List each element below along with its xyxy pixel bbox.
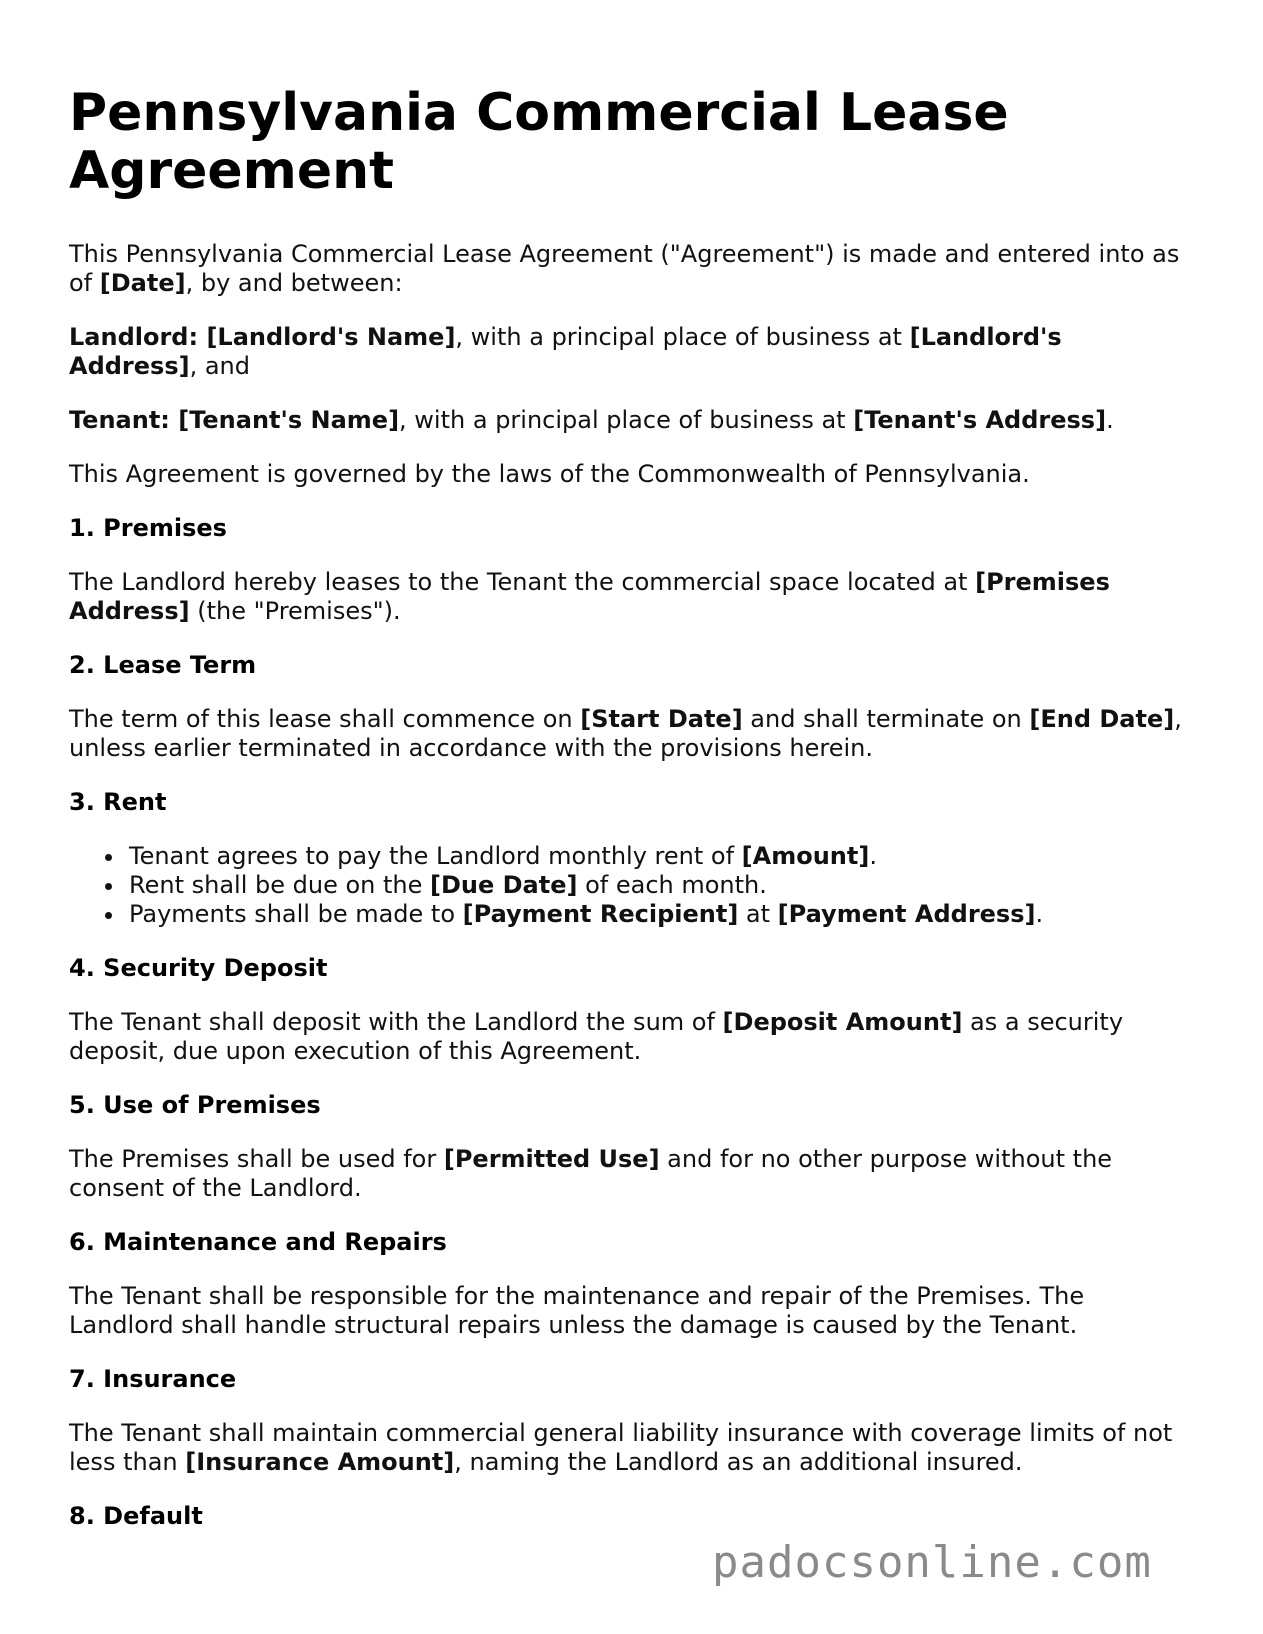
term-text: The term of this lease shall commence on [69,705,581,733]
intro-paragraph [69,240,1189,298]
premises-text: The Landlord hereby leases to the Tenant the commercial space located at [69,568,976,596]
due-date-field: [Due Date] [430,871,578,899]
permitted-use-field: [Permitted Use] [443,1145,660,1173]
use-paragraph [69,1145,1189,1203]
landlord-address-field: [Landlord's Address] [69,323,1062,380]
landlord-paragraph [69,323,1189,381]
deposit-amount-field: [Deposit Amount] [722,1008,963,1036]
term-text-end: , unless earlier terminated in accordance with the provisions herein. [69,705,1182,762]
rent-item-text: Tenant agrees to pay the Landlord monthly rent of [129,842,742,870]
payment-address-field: [Payment Address] [777,900,1036,928]
tenant-text: , with a principal place of business at [399,406,854,434]
lease-term-paragraph [69,705,1189,763]
end-date-field: [End Date] [1029,705,1175,733]
deposit-text-end: as a security deposit, due upon execution of this Agreement. [69,1008,1124,1065]
maintenance-paragraph: The Tenant shall be responsible for the maintenance and repair of the Premises. The Landlord shall handle structural repairs unless the damage is caused by the Tenant. [69,1282,1085,1339]
section-heading-insurance: 7. Insurance [69,1365,237,1393]
governing-law-paragraph: This Agreement is governed by the laws of the Commonwealth of Pennsylvania. [69,460,1030,488]
use-text-end: and for no other purpose without the consent of the Landlord. [69,1145,1113,1202]
landlord-name-field: Landlord: [Landlord's Name] [69,323,456,351]
deposit-paragraph [69,1008,1189,1066]
landlord-text: , with a principal place of business at [455,323,910,351]
rent-item-text-end: . [869,842,877,870]
premises-text-end: (the "Premises"). [189,597,401,625]
date-field: [Date] [99,269,186,297]
term-text-mid: and shall terminate on [742,705,1030,733]
section-heading-default: 8. Default [69,1502,203,1530]
list-item [129,900,1189,929]
rent-item-text: Rent shall be due on the [129,871,431,899]
tenant-name-field: Tenant: [Tenant's Name] [69,406,400,434]
list-item [129,871,1189,900]
rent-item-text-mid: at [738,900,778,928]
rent-item-text-end: . [1035,900,1044,928]
section-heading-rent: 3. Rent [69,788,167,816]
page-title: Pennsylvania Commercial Lease Agreement [69,83,1009,201]
payment-recipient-field: [Payment Recipient] [462,900,739,928]
premises-address-field: [Premises Address] [69,568,1110,625]
section-heading-maintenance: 6. Maintenance and Repairs [69,1228,447,1256]
insurance-paragraph [69,1419,1189,1477]
rent-list [69,842,1189,929]
rent-item-text: Payments shall be made to [129,900,463,928]
section-heading-use-of-premises: 5. Use of Premises [69,1091,321,1119]
deposit-text: The Tenant shall deposit with the Landlord the sum of [69,1008,723,1036]
tenant-paragraph [69,406,1189,435]
section-heading-lease-term: 2. Lease Term [69,651,257,679]
section-heading-premises: 1. Premises [69,514,227,542]
insurance-amount-field: [Insurance Amount] [185,1448,455,1476]
intro-text: This Pennsylvania Commercial Lease Agreement ("Agreement") is made and entered into as of [69,240,1180,297]
tenant-address-field: [Tenant's Address] [853,406,1107,434]
landlord-text-end: , and [189,352,251,380]
tenant-text-end: . [1106,406,1114,434]
list-item [129,842,1189,871]
use-text: The Premises shall be used for [69,1145,444,1173]
premises-paragraph [69,568,1189,626]
start-date-field: [Start Date] [580,705,743,733]
watermark: padocsonline.com [712,1537,1152,1588]
document-page [69,84,1189,1556]
rent-item-text-end: of each month. [577,871,767,899]
amount-field: [Amount] [741,842,870,870]
insurance-text-end: , naming the Landlord as an additional insured. [454,1448,1023,1476]
intro-text-end: , by and between: [185,269,403,297]
section-heading-security-deposit: 4. Security Deposit [69,954,328,982]
insurance-text: The Tenant shall maintain commercial general liability insurance with coverage limits of not less than [69,1419,1173,1476]
